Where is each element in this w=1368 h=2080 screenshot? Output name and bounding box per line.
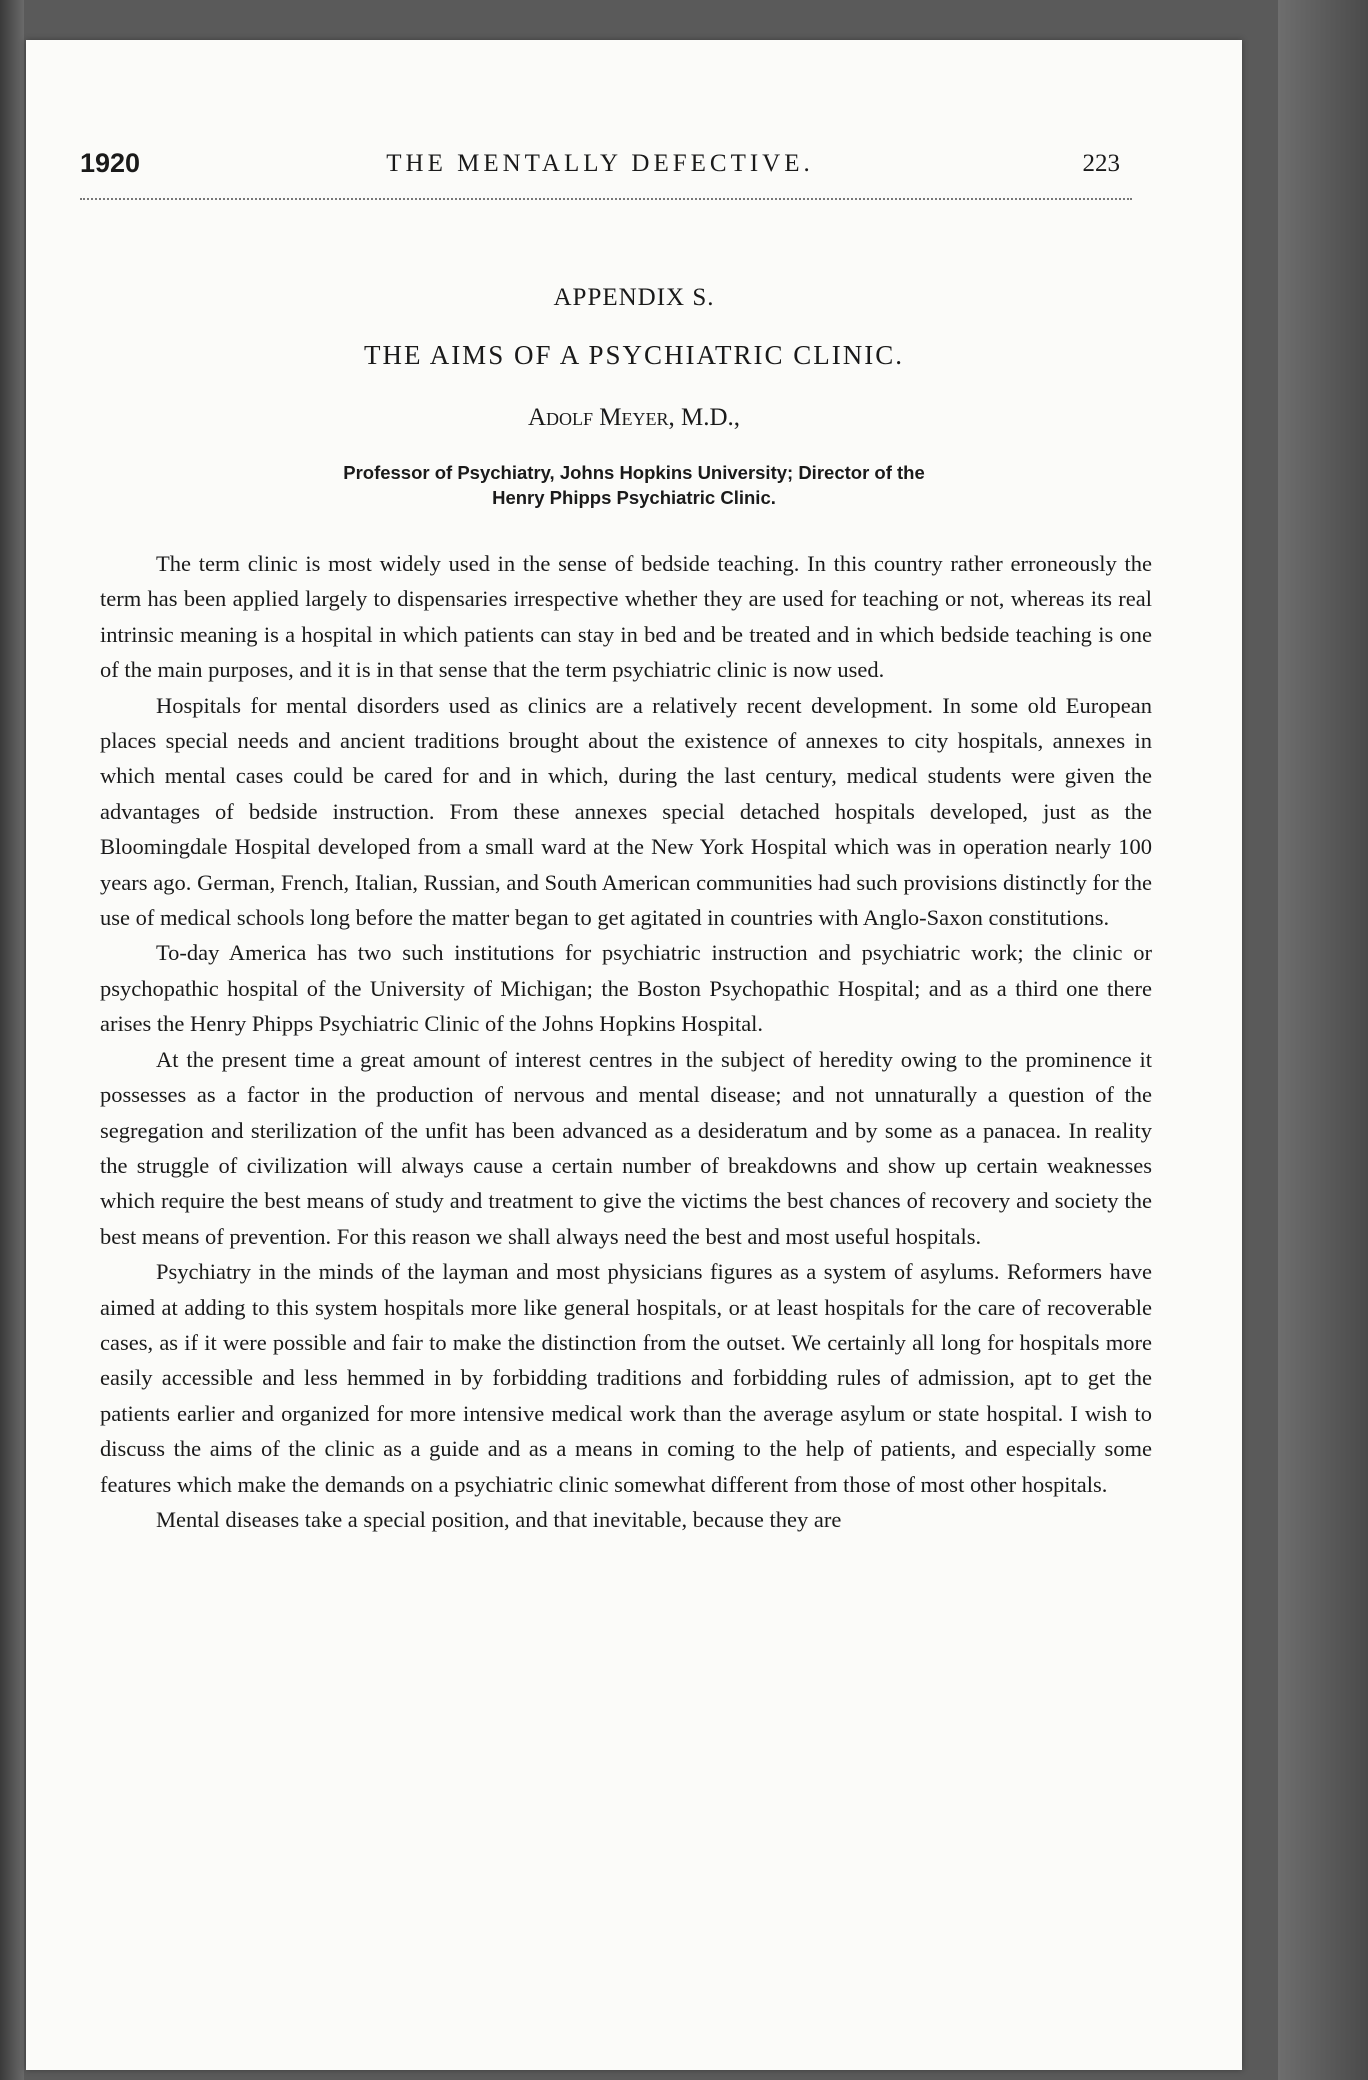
article-title: THE AIMS OF A PSYCHIATRIC CLINIC. bbox=[363, 340, 905, 370]
scan-right-edge bbox=[1278, 0, 1368, 2080]
paragraph: Psychiatry in the minds of the layman and most physicians figures as a system of asylums. Reformers have aimed at adding to this system hospitals more like general hospitals, or at least hospitals for the care of recoverable cases, as if it were possible and fair to make the distinction from the outset. We certainly all long for hospitals more easily accessible and less hemmed in by forbidding traditions and forbidding rules of admission, apt to get the patients earlier and organized for more intensive medical work than the average asylum or state hospital. I wish to discuss the aims of the clinic as a guide and as a means in coming to the help of patients, and especially some features which make the demands on a psychiatric clinic somewhat different from those of most other hospitals. bbox=[100, 1259, 1152, 1497]
running-head-title: THE MENTALLY DEFECTIVE. bbox=[386, 150, 814, 177]
author-name: Adolf Meyer, M.D., bbox=[527, 404, 741, 431]
author-affiliation bbox=[146, 460, 1122, 510]
scan-left-edge bbox=[0, 0, 24, 2080]
affiliation-line: Professor of Psychiatry, Johns Hopkins University; Director of the bbox=[343, 462, 925, 483]
appendix-heading: APPENDIX S. bbox=[553, 284, 715, 311]
paragraph: The term clinic is most widely used in the sense of bedside teaching. In this country rather erroneously the term has been applied largely to dispensaries irrespective whether they are used for teaching or not, whereas its real intrinsic meaning is a hospital in which patients can stay in bed and be treated and in which bedside teaching is one of the main purposes, and it is in that sense that the term psychiatric clinic is now used. bbox=[100, 551, 1152, 683]
paragraph: Mental diseases take a special position, and that inevitable, because they are bbox=[156, 1506, 842, 1532]
book-page bbox=[26, 40, 1242, 2070]
article-body bbox=[100, 546, 1152, 1537]
paragraph: At the present time a great amount of interest centres in the subject of heredity owing to the prominence it possesses as a factor in the production of nervous and mental disease; and not unnaturally a question of the segregation and sterilization of the unfit has been advanced as a desideratum and by some as a panacea. In reality the struggle of civilization will always cause a certain number of breakdowns and show up certain weaknesses which require the best means of study and treatment to give the victims the best chances of recovery and society the best means of prevention. For this reason we shall always need the best and most useful hospitals. bbox=[100, 1046, 1152, 1249]
running-head-year: 1920 bbox=[80, 148, 141, 178]
paragraph: To-day America has two such institutions for psychiatric instruction and psychiatric work; the clinic or psychopathic hospital of the University of Michigan; the Boston Psychopathic Hospital; and as a third one there arises the Henry Phipps Psychiatric Clinic of the Johns Hopkins Hospital. bbox=[100, 940, 1152, 1037]
affiliation-line: Henry Phipps Psychiatric Clinic. bbox=[492, 487, 776, 508]
running-head bbox=[80, 148, 1120, 188]
paragraph: Hospitals for mental disorders used as clinics are a relatively recent development. In some old European places special needs and ancient traditions brought about the existence of annexes to city hospitals, annexes in which mental cases could be cared for and in which, during the last century, medical students were given the advantages of bedside instruction. From these annexes special detached hospitals developed, just as the Bloomingdale Hospital developed from a small ward at the New York Hospital which was in operation nearly 100 years ago. German, French, Italian, Russian, and South American communities had such provisions distinctly for the use of medical schools long before the matter began to get agitated in countries with Anglo-Saxon constitutions. bbox=[100, 692, 1152, 931]
page-number: 223 bbox=[1082, 150, 1120, 177]
header-rule bbox=[80, 198, 1132, 200]
